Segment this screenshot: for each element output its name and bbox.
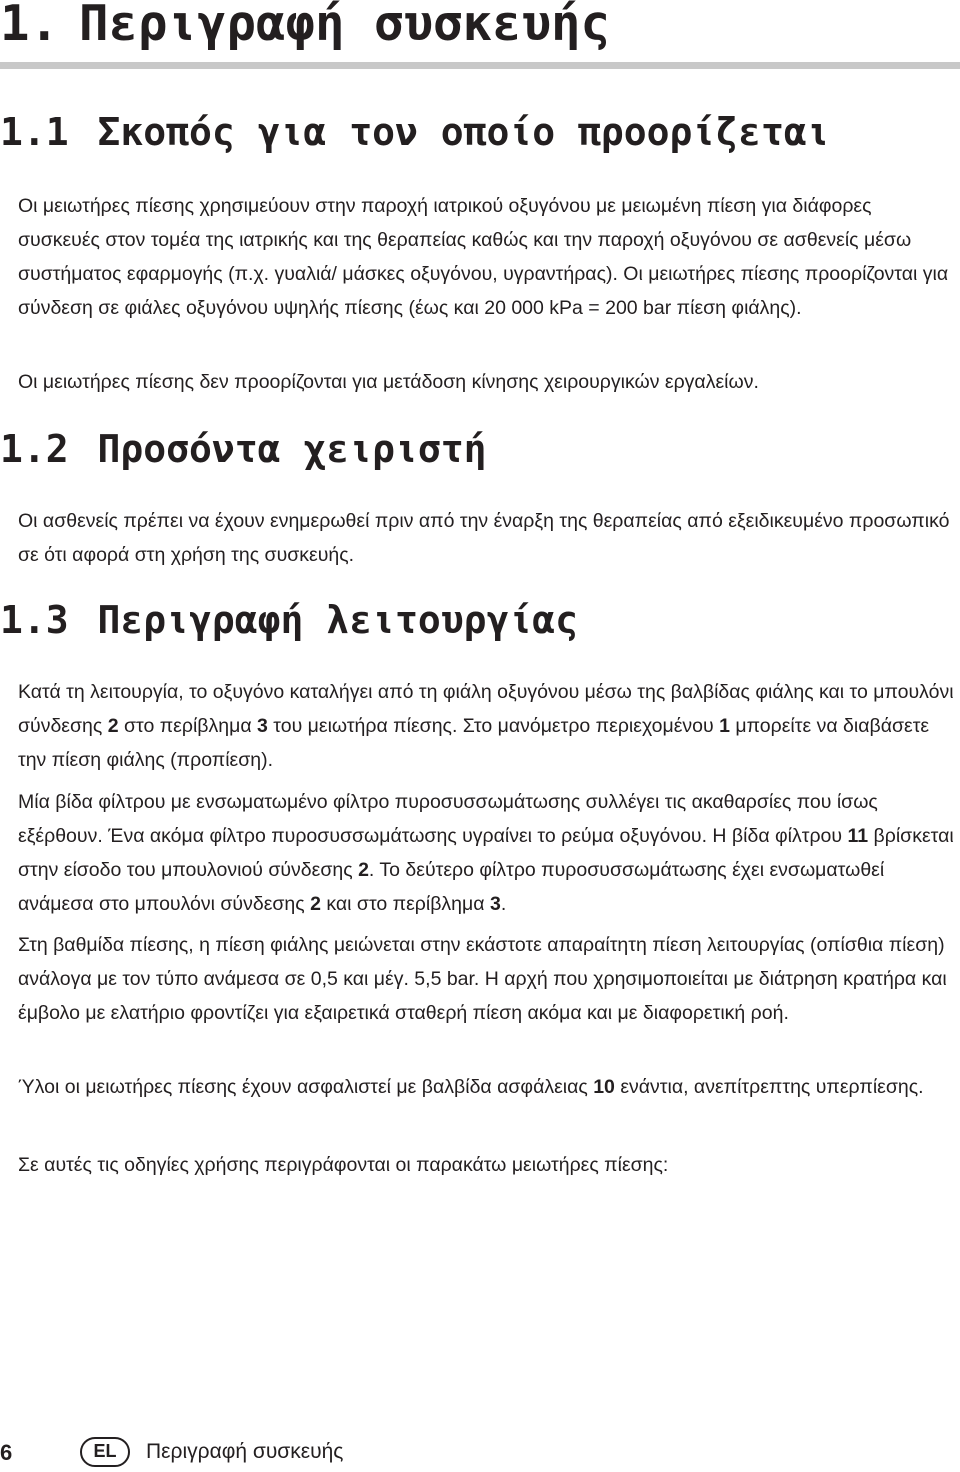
paragraph [18, 675, 958, 777]
text-run: Μία βίδα φίλτρου με ενσωματωμένο φίλτρο πυροσυσσωμάτωσης συλλέγει τις ακαθαρσίες που ίσως εξέρθουν. Ένα ακόμα φίλτρο πυροσυσσωμάτωσης υγραίνει το ρεύμα οξυγόνου. Η βίδα φίλτρου [18, 791, 878, 847]
text-run: Ύλοι οι μειωτήρες πίεσης έχουν ασφαλιστεί με βαλβίδα ασφάλειας [18, 1076, 594, 1098]
chapter-title: Περιγραφή συσκευής [79, 0, 611, 52]
footer-title: Περιγραφή συσκευής [146, 1440, 344, 1463]
text-run: ενάντια, ανεπίτρεπτης υπερπίεσης. [614, 1076, 924, 1098]
part-ref: 2 [107, 715, 119, 737]
page-number: 6 [0, 1440, 13, 1465]
paragraph [18, 785, 958, 921]
section-number: 1.3 [0, 598, 69, 642]
section-number: 1.2 [0, 427, 69, 471]
page-footer [0, 1437, 960, 1471]
chapter-heading [0, 0, 610, 54]
language-badge: EL [80, 1437, 130, 1467]
part-ref: 2 [358, 859, 369, 881]
section-title: Περιγραφή λειτουργίας [97, 598, 578, 642]
text-run: μπορείτε να διαβάσετε την πίεση φιάλης (προπίεση). [18, 715, 930, 771]
section-number: 1.1 [0, 110, 69, 154]
text-run: του μειωτήρα πίεσης. Στο μανόμετρο περιεχομένου [267, 715, 720, 737]
paragraph: Σε αυτές τις οδηγίες χρήσης περιγράφονται οι παρακάτω μειωτήρες πίεσης: [18, 1154, 669, 1176]
text-run: Κατά τη λειτουργία, το οξυγόνο καταλήγει από τη φιάλη οξυγόνου μέσω της βαλβίδας φιάλης και το μπουλόνι σύνδεσης [18, 681, 954, 737]
section-heading-1-3 [0, 598, 578, 642]
part-ref: 2 [310, 893, 321, 915]
paragraph: Οι μειωτήρες πίεσης δεν προορίζονται για μετάδοση κίνησης χειρουργικών εργαλείων. [18, 371, 759, 393]
section-title: Σκοπός για τον οποίο προορίζεται [97, 110, 830, 154]
part-ref: 3 [257, 715, 268, 737]
part-ref: 11 [847, 825, 869, 847]
paragraph: Στη βαθμίδα πίεσης, η πίεση φιάλης μειώνεται στην εκάστοτε απαραίτητη πίεση λειτουργίας (οπίσθια πίεση) ανάλογα με τον τύπο ανάμεσα σε 0,5 και μέγ. 5,5 bar. Η αρχή που χρησιμοποιείται με διάτρηση κρατήρα και έμβολο με ελατήριο φροντίζει για εξαιρετικά σταθερή πίεση ακόμα και με διαφορετική ροή. [18, 934, 947, 1024]
paragraph: Οι μειωτήρες πίεσης χρησιμεύουν στην παροχή ιατρικού οξυγόνου με μειωμένη πίεση για διάφορες συσκευές στον τομέα της ιατρικής και της θεραπείας καθώς και την παροχή οξυγόνου σε ασθενείς μέσω συστήματος εφαρμογής (π.χ. γυαλιά/ μάσκες οξυγόνου, υγραντήρας). Οι μειωτήρες πίεσης προορίζονται για σύνδεση σε φιάλες οξυγόνου υψηλής πίεσης (έως και 20 000 kPa = 200 bar πίεση φιάλης). [18, 195, 949, 319]
section-heading-1-1 [0, 110, 830, 154]
chapter-number: 1. [0, 0, 60, 52]
part-ref: 3 [489, 893, 501, 915]
section-title: Προσόντα χειριστή [97, 427, 487, 471]
text-run: και στο περίβλημα [320, 893, 490, 915]
paragraph [18, 1070, 958, 1104]
part-ref: 1 [719, 715, 730, 737]
text-run: . Το δεύτερο φίλτρο πυροσυσσωμάτωσης έχει ενσωματωθεί ανάμεσα στο μπουλόνι σύνδεσης [18, 859, 885, 915]
paragraph: Οι ασθενείς πρέπει να έχουν ενημερωθεί πριν από την έναρξη της θεραπείας από εξειδικευμένο προσωπικό σε ότι αφορά στη χρήση της συσκευής. [18, 510, 950, 566]
chapter-divider [0, 62, 960, 69]
text-run: . [500, 893, 507, 915]
text-run: βρίσκεται στην είσοδο του μπουλονιού σύνδεσης [18, 825, 954, 881]
section-heading-1-2 [0, 427, 486, 471]
part-ref: 10 [593, 1076, 615, 1098]
text-run: στο περίβλημα [118, 715, 258, 737]
